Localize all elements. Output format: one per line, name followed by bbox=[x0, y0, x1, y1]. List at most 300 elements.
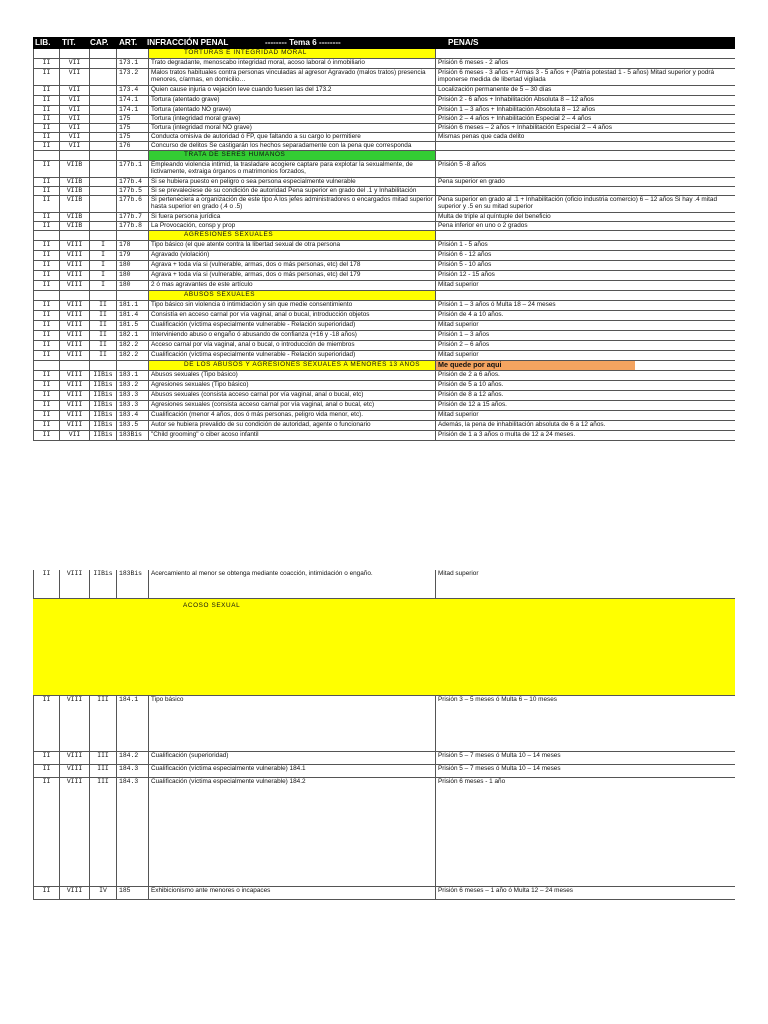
table-row bbox=[33, 222, 735, 231]
cell-lib: II bbox=[33, 696, 59, 751]
cell-infraccion: ABUSOS SEXUALES bbox=[148, 291, 435, 300]
cell-pena: Prisión 6 meses - 1 año bbox=[435, 778, 735, 886]
cell-pena: Prisión 6 - 12 años bbox=[435, 251, 735, 260]
penal-table-upper bbox=[33, 37, 735, 441]
cell-tit bbox=[59, 151, 89, 160]
cell-tit: VIII bbox=[59, 271, 89, 280]
cell-tit: VIII bbox=[59, 411, 89, 420]
cell-lib: II bbox=[33, 391, 59, 400]
cell-art: 175 bbox=[116, 115, 148, 123]
cell-lib: II bbox=[33, 331, 59, 340]
header-pena: PENA/S bbox=[448, 38, 479, 47]
cell-art: 184.3 bbox=[116, 778, 148, 886]
cell-cap: II bbox=[89, 321, 116, 330]
cell-cap bbox=[89, 291, 116, 300]
cell-cap: III bbox=[89, 765, 116, 777]
cell-cap bbox=[89, 142, 116, 150]
cell-lib: II bbox=[33, 301, 59, 310]
cell-lib: II bbox=[33, 133, 59, 141]
cell-lib: II bbox=[33, 765, 59, 777]
cell-pena: Prisión 1 – 3 años ó Multa 18 – 24 meses bbox=[435, 301, 735, 310]
cell-infraccion: ACOSO SEXUAL bbox=[183, 602, 241, 609]
cell-pena: Prisión 2 - 6 años + Inhabilitación Absoluta 8 – 12 años bbox=[435, 96, 735, 105]
cell-infraccion: Si fuera persona jurídica bbox=[148, 213, 435, 221]
cell-lib: II bbox=[33, 311, 59, 320]
table-row bbox=[33, 887, 735, 900]
cell-pena: Mitad superior bbox=[435, 321, 735, 330]
cell-cap: IIBis bbox=[89, 431, 116, 440]
cell-tit: VII bbox=[59, 96, 89, 105]
cell-infraccion: Tortura (integridad moral grave) bbox=[148, 115, 435, 123]
cell-art: 183Bis bbox=[116, 431, 148, 440]
cell-pena: Prisión 2 – 4 años + Inhabilitación Especial 2 – 4 años bbox=[435, 115, 735, 123]
cell-art: 182.2 bbox=[116, 351, 148, 360]
cell-infraccion: Si se prevaleciese de su condición de autoridad Pena superior en grado del .1 y Inhabilitación bbox=[148, 187, 435, 195]
cell-pena: Prisión 6 meses – 2 años + Inhabilitación Especial 2 – 4 años bbox=[435, 124, 735, 132]
cell-pena: Prisión de 8 a 12 años. bbox=[435, 391, 735, 400]
cell-lib: II bbox=[33, 222, 59, 230]
cell-tit bbox=[59, 49, 89, 58]
cell-tit: VIII bbox=[59, 381, 89, 390]
cell-pena: Localización permanente de 5 – 30 días bbox=[435, 86, 735, 95]
table-body-lower bbox=[33, 570, 735, 900]
cell-pena bbox=[435, 599, 735, 695]
table-row bbox=[33, 106, 735, 115]
cell-infraccion: TRATA DE SERES HUMANOS bbox=[148, 151, 435, 160]
cell-lib bbox=[33, 231, 59, 240]
cell-art: 177b.7 bbox=[116, 213, 148, 221]
table-row bbox=[33, 752, 735, 765]
cell-infraccion: Conducta omisiva de autoridad ó FP, que faltando a su cargo lo permitiere bbox=[148, 133, 435, 141]
cell-tit: VIII bbox=[59, 311, 89, 320]
cell-pena: Mitad superior bbox=[435, 411, 735, 420]
cell-lib: II bbox=[33, 161, 59, 177]
cell-tit: VII bbox=[59, 115, 89, 123]
table-row bbox=[33, 765, 735, 778]
cell-infraccion: Cualificación (víctima especialmente vulnerable) 184.1 bbox=[148, 765, 435, 777]
cell-infraccion: Cualificación (superioridad) bbox=[148, 752, 435, 764]
table-row bbox=[33, 311, 735, 321]
cell-art: 181.1 bbox=[116, 301, 148, 310]
cell-lib: II bbox=[33, 401, 59, 410]
cell-lib: II bbox=[33, 142, 59, 150]
cell-art: 183.3 bbox=[116, 391, 148, 400]
section-row bbox=[33, 231, 735, 241]
cell-tit: VIII bbox=[59, 301, 89, 310]
cell-infraccion: Abusos sexuales (consista acceso carnal por vía vaginal, anal o bucal, etc) bbox=[148, 391, 435, 400]
cell-lib: II bbox=[33, 241, 59, 250]
cell-tit: VIII bbox=[59, 765, 89, 777]
cell-cap: IIBis bbox=[89, 421, 116, 430]
table-row bbox=[33, 371, 735, 381]
section-row bbox=[33, 49, 735, 59]
cell-pena: Mitad superior bbox=[435, 570, 735, 598]
cell-tit: VIII bbox=[59, 401, 89, 410]
cell-tit: VIIB bbox=[59, 178, 89, 186]
table-row bbox=[33, 321, 735, 331]
cell-art: 177b.8 bbox=[116, 222, 148, 230]
cell-infraccion: Agresiones sexuales (Tipo básico) bbox=[148, 381, 435, 390]
cell-infraccion: Acercamiento al menor se obtenga mediante coacción, intimidación o engaño. bbox=[148, 570, 435, 598]
table-row bbox=[33, 241, 735, 251]
cell-pena: Mitad superior bbox=[435, 351, 735, 360]
table-row bbox=[33, 187, 735, 196]
table-row bbox=[33, 261, 735, 271]
cell-infraccion: Autor se hubiera prevalido de su condición de autoridad, agente o funcionario bbox=[148, 421, 435, 430]
cell-cap: II bbox=[89, 311, 116, 320]
table-row bbox=[33, 86, 735, 96]
cell-pena: Prisión 6 meses - 3 años + Armas 3 - 5 años + (Patria potestad 1 - 5 años) Mitad superior y podrá imponerse medida de libertad vigilada bbox=[435, 69, 735, 85]
cell-pena: Prisión 1 - 5 años bbox=[435, 241, 735, 250]
cell-cap bbox=[89, 69, 116, 85]
cell-pena: Pena superior en grado bbox=[435, 178, 735, 186]
cell-pena: Prisión de 5 a 10 años. bbox=[435, 381, 735, 390]
cell-art bbox=[116, 231, 148, 240]
cell-art: 175 bbox=[116, 133, 148, 141]
cell-pena: Prisión 3 – 5 meses ó Multa 6 – 10 meses bbox=[435, 696, 735, 751]
cell-cap: III bbox=[89, 696, 116, 751]
cell-art: 175 bbox=[116, 124, 148, 132]
cell-tit: VIII bbox=[59, 371, 89, 380]
cell-lib: II bbox=[33, 351, 59, 360]
cell-pena: Además, la pena de inhabilitación absoluta de 6 a 12 años. bbox=[435, 421, 735, 430]
cell-cap bbox=[89, 161, 116, 177]
header-infraccion: INFRACCIÓN PENAL bbox=[147, 38, 229, 47]
cell-tit: VII bbox=[59, 106, 89, 114]
cell-tit: VIII bbox=[59, 778, 89, 886]
cell-infraccion: Agresiones sexuales (consista acceso carnal por vía vaginal, anal o bucal, etc) bbox=[148, 401, 435, 410]
section-row bbox=[33, 361, 735, 371]
cell-infraccion: Tipo básico bbox=[148, 696, 435, 751]
cell-tit: VIII bbox=[59, 696, 89, 751]
cell-tit: VIII bbox=[59, 251, 89, 260]
cell-art: 182.2 bbox=[116, 341, 148, 350]
cell-tit: VIIB bbox=[59, 213, 89, 221]
cell-art: 173.2 bbox=[116, 69, 148, 85]
table-row bbox=[33, 213, 735, 222]
cell-art bbox=[116, 361, 148, 370]
cell-cap: II bbox=[89, 341, 116, 350]
cell-art bbox=[116, 599, 148, 695]
cell-cap bbox=[89, 178, 116, 186]
cell-lib: II bbox=[33, 124, 59, 132]
cell-tit: VII bbox=[59, 142, 89, 150]
cell-lib: II bbox=[33, 421, 59, 430]
table-row bbox=[33, 142, 735, 151]
cell-art: 173.1 bbox=[116, 59, 148, 68]
cell-tit: VIII bbox=[59, 241, 89, 250]
cell-art: 183.2 bbox=[116, 381, 148, 390]
cell-pena: Prisión de 12 a 15 años. bbox=[435, 401, 735, 410]
cell-cap bbox=[89, 106, 116, 114]
cell-tit: VIIB bbox=[59, 161, 89, 177]
table-row bbox=[33, 96, 735, 106]
cell-cap bbox=[89, 222, 116, 230]
cell-lib: II bbox=[33, 371, 59, 380]
cell-cap bbox=[89, 599, 116, 695]
cell-cap: IIBis bbox=[89, 371, 116, 380]
cell-lib: II bbox=[33, 887, 59, 899]
cell-cap: I bbox=[89, 241, 116, 250]
cell-lib: II bbox=[33, 778, 59, 886]
cell-pena: Prisión 6 meses – 1 año ó Multa 12 – 24 meses bbox=[435, 887, 735, 899]
cell-lib: II bbox=[33, 752, 59, 764]
cell-pena: Multa de triple al quíntuple del beneficio bbox=[435, 213, 735, 221]
cell-cap bbox=[89, 115, 116, 123]
cell-tit: VIII bbox=[59, 570, 89, 598]
table-row bbox=[33, 133, 735, 142]
cell-tit: VII bbox=[59, 59, 89, 68]
cell-cap bbox=[89, 86, 116, 95]
cell-infraccion: Empleando violencia intimid, la trasladare acogiere captare para explotar la sexualmente, de lictivamente, extraiga órganos o matrimonios forzados, bbox=[148, 161, 435, 177]
cell-art bbox=[116, 151, 148, 160]
cell-art: 183.5 bbox=[116, 421, 148, 430]
cell-cap: IIBis bbox=[89, 381, 116, 390]
cell-tit: VIII bbox=[59, 331, 89, 340]
cell-pena: Prisión 12 - 15 años bbox=[435, 271, 735, 280]
cell-art: 183.4 bbox=[116, 411, 148, 420]
table-header bbox=[33, 37, 735, 49]
cell-lib: II bbox=[33, 115, 59, 123]
cell-cap bbox=[89, 59, 116, 68]
cell-lib: II bbox=[33, 69, 59, 85]
table-row bbox=[33, 331, 735, 341]
cell-tit: VIII bbox=[59, 887, 89, 899]
cell-cap: I bbox=[89, 251, 116, 260]
cell-pena: Pena superior en grado al .1 + Inhabilitación (oficio industria comercio) 6 – 12 años Si hay .4 mitad superior y .5 en su mitad superior bbox=[435, 196, 735, 212]
table-row bbox=[33, 115, 735, 124]
cell-cap: III bbox=[89, 752, 116, 764]
cell-art: 182.1 bbox=[116, 331, 148, 340]
cell-cap bbox=[89, 124, 116, 132]
table-row bbox=[33, 196, 735, 213]
cell-pena bbox=[435, 151, 735, 160]
cell-lib: II bbox=[33, 251, 59, 260]
cell-infraccion: DE LOS ABUSOS Y AGRESIONES SEXUALES A MENORES 13 AÑOS bbox=[148, 361, 435, 370]
cell-tit: VIII bbox=[59, 261, 89, 270]
header-tema: -------- Tema 6 -------- bbox=[265, 38, 341, 47]
cell-infraccion: Quien cause injuria o vejación leve cuando fuesen las del 173.2 bbox=[148, 86, 435, 95]
header-art: ART. bbox=[119, 38, 138, 47]
cell-lib: II bbox=[33, 271, 59, 280]
cell-art: 183.3 bbox=[116, 401, 148, 410]
acoso-sexual-section bbox=[33, 599, 735, 696]
cell-art: 174.1 bbox=[116, 106, 148, 114]
cell-lib: II bbox=[33, 106, 59, 114]
cell-infraccion: TORTURAS E INTEGRIDAD MORAL bbox=[148, 49, 435, 58]
cell-pena: Prisión 5 – 7 meses ó Multa 10 – 14 meses bbox=[435, 765, 735, 777]
cell-infraccion: Tortura (atentado NO grave) bbox=[148, 106, 435, 114]
cell-infraccion: Abusos sexuales (Tipo básico) bbox=[148, 371, 435, 380]
cell-infraccion: Tipo básico sin violencia ó intimidación y sin que medie consentimiento bbox=[148, 301, 435, 310]
cell-art: 181.5 bbox=[116, 321, 148, 330]
cell-lib: II bbox=[33, 96, 59, 105]
table-body bbox=[33, 49, 735, 441]
table-row bbox=[33, 391, 735, 401]
cell-pena: Mitad superior bbox=[435, 281, 735, 290]
cell-tit: VIII bbox=[59, 421, 89, 430]
cell-art: 184.3 bbox=[116, 765, 148, 777]
cell-tit: VIII bbox=[59, 281, 89, 290]
cell-infraccion: Interviniendo abuso o engaño ó abusando de confianza (+16 y -18 años) bbox=[148, 331, 435, 340]
cell-lib: II bbox=[33, 411, 59, 420]
cell-tit: VIII bbox=[59, 752, 89, 764]
header-lib: LIB. bbox=[35, 38, 51, 47]
cell-cap: III bbox=[89, 778, 116, 886]
cell-cap: I bbox=[89, 261, 116, 270]
table-row bbox=[33, 59, 735, 69]
cell-lib: II bbox=[33, 281, 59, 290]
cell-infraccion: Tortura (integridad moral NO grave) bbox=[148, 124, 435, 132]
cell-tit: VIIB bbox=[59, 196, 89, 212]
cell-infraccion: Concurso de delitos Se castigarán los hechos separadamente con la pena que corresponda bbox=[148, 142, 435, 150]
table-row bbox=[33, 696, 735, 752]
cell-cap: II bbox=[89, 301, 116, 310]
cell-art: 180 bbox=[116, 261, 148, 270]
cell-lib: II bbox=[33, 196, 59, 212]
cell-infraccion: Cualificación (menor 4 años, dos ó más personas, peligro vida menor, etc). bbox=[148, 411, 435, 420]
cell-infraccion: Acceso carnal por vía vaginal, anal o bucal, o introducción de miembros bbox=[148, 341, 435, 350]
table-row bbox=[33, 351, 735, 361]
cell-tit: VII bbox=[59, 124, 89, 132]
cell-lib: II bbox=[33, 213, 59, 221]
table-row bbox=[33, 778, 735, 887]
cell-lib bbox=[33, 599, 59, 695]
cell-lib: II bbox=[33, 86, 59, 95]
cell-art bbox=[116, 291, 148, 300]
cell-art: 177b.5 bbox=[116, 187, 148, 195]
cell-tit: VIII bbox=[59, 341, 89, 350]
cell-infraccion: Tortura (atentado grave) bbox=[148, 96, 435, 105]
table-row bbox=[33, 301, 735, 311]
header-tit: TIT. bbox=[62, 38, 76, 47]
cell-art: 183Bis bbox=[116, 570, 148, 598]
table-row bbox=[33, 69, 735, 86]
cell-pena bbox=[435, 142, 735, 150]
cell-art: 176 bbox=[116, 142, 148, 150]
cell-infraccion: Malos tratos habituales contra personas vinculadas al agresor Agravado (malos tratos) presencia menores, c/armas, en domicilio… bbox=[148, 69, 435, 85]
cell-pena bbox=[435, 49, 735, 58]
cell-pena: Prisión de 1 a 3 años o multa de 12 a 24 meses. bbox=[435, 431, 735, 440]
cell-cap bbox=[89, 213, 116, 221]
cell-infraccion: Cualificación (víctima especialmente vulnerable - Relación superioridad) bbox=[148, 321, 435, 330]
cell-pena: Prisión 5 -8 años bbox=[435, 161, 735, 177]
table-row bbox=[33, 401, 735, 411]
cell-lib: II bbox=[33, 321, 59, 330]
cell-art: 184.2 bbox=[116, 752, 148, 764]
cell-pena bbox=[435, 187, 735, 195]
cell-lib: II bbox=[33, 431, 59, 440]
cell-lib bbox=[33, 151, 59, 160]
cell-pena: Prisión 2 – 6 años bbox=[435, 341, 735, 350]
cell-tit bbox=[59, 599, 89, 695]
cell-lib: II bbox=[33, 261, 59, 270]
cell-cap bbox=[89, 231, 116, 240]
table-row bbox=[33, 178, 735, 187]
cell-pena: Prisión 5 – 7 meses ó Multa 10 – 14 meses bbox=[435, 752, 735, 764]
cell-infraccion: Tipo básico (el que atente contra la libertad sexual de otra persona bbox=[148, 241, 435, 250]
table-row bbox=[33, 271, 735, 281]
cell-art: 174.1 bbox=[116, 96, 148, 105]
cell-lib: II bbox=[33, 59, 59, 68]
cell-cap: II bbox=[89, 351, 116, 360]
cell-infraccion: Si perteneciera a organización de este tipo A los jefes administradores o encargados mitad superior hasta superior en grado (.4 o .5) bbox=[148, 196, 435, 212]
cell-tit: VII bbox=[59, 133, 89, 141]
table-row bbox=[33, 381, 735, 391]
cell-cap bbox=[89, 133, 116, 141]
cell-infraccion: Cualificación (víctima especialmente vulnerable - Relación superioridad) bbox=[148, 351, 435, 360]
cell-art: 179 bbox=[116, 251, 148, 260]
table-row bbox=[33, 251, 735, 261]
cell-cap: I bbox=[89, 271, 116, 280]
cell-tit: VII bbox=[59, 86, 89, 95]
table-row bbox=[33, 431, 735, 441]
cell-infraccion: La Provocación, consp y prop bbox=[148, 222, 435, 230]
cell-infraccion: Agrava + toda vía si (vulnerable, armas, dos o más personas, etc) del 178 bbox=[148, 261, 435, 270]
table-row bbox=[33, 411, 735, 421]
cell-tit: VIII bbox=[59, 391, 89, 400]
cell-lib bbox=[33, 361, 59, 370]
cell-infraccion: AGRESIONES SEXUALES bbox=[148, 231, 435, 240]
cell-pena bbox=[435, 291, 735, 300]
section-row bbox=[33, 151, 735, 161]
table-row bbox=[33, 570, 735, 599]
header-cap: CAP. bbox=[90, 38, 109, 47]
cell-pena: Prisión 5 - 10 años bbox=[435, 261, 735, 270]
cell-lib bbox=[33, 291, 59, 300]
cell-pena: Prisión 1 – 3 años bbox=[435, 331, 735, 340]
cell-infraccion: 2 ó mas agravantes de este artículo bbox=[148, 281, 435, 290]
cell-cap: IIBis bbox=[89, 570, 116, 598]
cell-cap: IIBis bbox=[89, 411, 116, 420]
cell-pena: Prisión de 4 a 10 años. bbox=[435, 311, 735, 320]
cell-cap: IIBis bbox=[89, 401, 116, 410]
cell-tit: VII bbox=[59, 69, 89, 85]
cell-art: 181.4 bbox=[116, 311, 148, 320]
cell-art: 180 bbox=[116, 271, 148, 280]
cell-lib bbox=[33, 49, 59, 58]
cell-infraccion: Trato degradante, menoscabo integridad moral, acoso laboral ó inmobiliario bbox=[148, 59, 435, 68]
cell-tit bbox=[59, 361, 89, 370]
cell-tit: VIIB bbox=[59, 222, 89, 230]
cell-cap: II bbox=[89, 331, 116, 340]
cell-infraccion: Exhibicionismo ante menores o incapaces bbox=[148, 887, 435, 899]
cell-tit: VIII bbox=[59, 351, 89, 360]
table-row bbox=[33, 341, 735, 351]
cell-infraccion: Consistía en acceso carnal por vía vaginal, anal o bucal, introducción objetos bbox=[148, 311, 435, 320]
cell-pena: Prisión 1 – 3 años + Inhabilitación Absoluta 8 – 12 años bbox=[435, 106, 735, 114]
cell-art: 184.1 bbox=[116, 696, 148, 751]
cell-infraccion: Si se hubiera puesto en peligro o sea persona especialmente vulnerable bbox=[148, 178, 435, 186]
cell-lib: II bbox=[33, 341, 59, 350]
table-row bbox=[33, 124, 735, 133]
cell-lib: II bbox=[33, 570, 59, 598]
table-row bbox=[33, 421, 735, 431]
table-row bbox=[33, 281, 735, 291]
cell-cap bbox=[89, 361, 116, 370]
cell-art: 178 bbox=[116, 241, 148, 250]
cell-art: 180 bbox=[116, 281, 148, 290]
cell-pena: Prisión de 2 a 6 años. bbox=[435, 371, 735, 380]
cell-cap bbox=[89, 49, 116, 58]
cell-pena: Prisión 6 meses - 2 años bbox=[435, 59, 735, 68]
cell-infraccion: Agravado (violación) bbox=[148, 251, 435, 260]
cell-pena: Mismas penas que cada delito bbox=[435, 133, 735, 141]
cell-cap bbox=[89, 96, 116, 105]
cell-art: 177b.4 bbox=[116, 178, 148, 186]
cell-art: 185 bbox=[116, 887, 148, 899]
cell-pena: Pena inferior en uno o 2 grados bbox=[435, 222, 735, 230]
